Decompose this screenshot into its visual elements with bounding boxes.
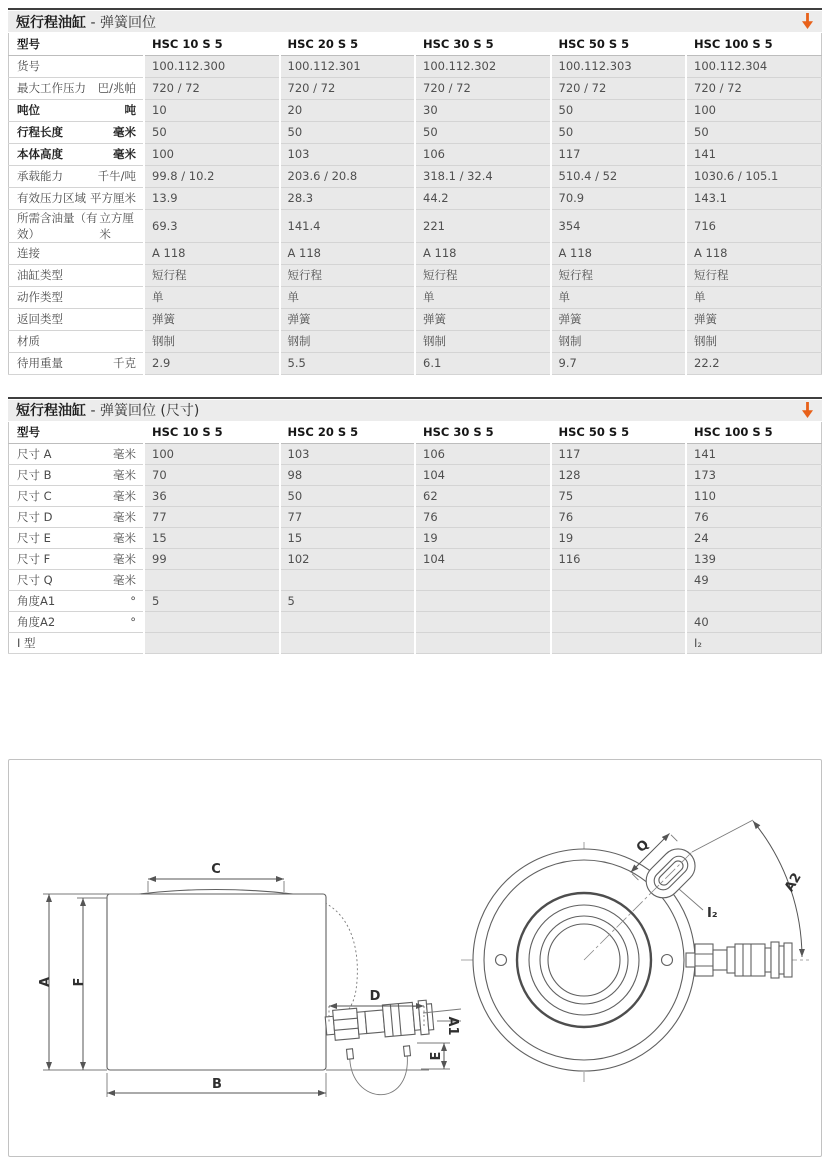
catalog-page [0, 8, 830, 1167]
dimensions-title-suffix: - 弹簧回位 (尺寸) [86, 403, 200, 419]
row-label-cell [9, 209, 145, 242]
dim-label-q: Q [633, 837, 653, 856]
table-row [9, 528, 822, 549]
cell-value: 钢制 [280, 330, 416, 352]
cell-value: 44.2 [415, 187, 551, 209]
row-label-cell [9, 165, 145, 187]
cell-value: 短行程 [280, 264, 416, 286]
row-label-wrap [9, 614, 143, 630]
cell-value: 720 / 72 [686, 77, 822, 99]
model-header: HSC 50 S 5 [551, 422, 687, 444]
cell-value: 103 [280, 444, 416, 465]
row-label-wrap [9, 210, 143, 242]
row-label: 承载能力 [17, 169, 63, 183]
cell-value: 1030.6 / 105.1 [686, 165, 822, 187]
row-label-wrap [9, 355, 143, 371]
cell-value: 5.5 [280, 352, 416, 374]
row-label-cell [9, 55, 145, 77]
cell-value: 76 [415, 507, 551, 528]
row-label-wrap [9, 80, 143, 96]
cell-value: 110 [686, 486, 822, 507]
cell-value: A 118 [415, 242, 551, 264]
row-label-wrap [9, 572, 143, 588]
cell-value: 141.4 [280, 209, 416, 242]
row-label-wrap [9, 333, 143, 349]
row-label-cell [9, 486, 145, 507]
row-unit: 毫米 [113, 147, 136, 161]
cell-value [551, 612, 687, 633]
dim-label-e: E [429, 1051, 444, 1061]
row-label: 本体高度 [17, 147, 63, 161]
row-label: 材质 [17, 334, 40, 348]
row-label-wrap [9, 593, 143, 609]
dim-label-b: B [212, 1077, 222, 1092]
cell-value: 77 [280, 507, 416, 528]
cell-value: 50 [551, 121, 687, 143]
cell-value: 15 [280, 528, 416, 549]
cell-value [280, 570, 416, 591]
table-row [9, 99, 822, 121]
cell-value: 100 [144, 143, 280, 165]
side-view [38, 862, 461, 1097]
row-label: 尺寸 F [17, 552, 51, 566]
cell-value: 143.1 [686, 187, 822, 209]
table-row [9, 165, 822, 187]
cell-value: A 118 [280, 242, 416, 264]
row-label-wrap [9, 488, 143, 504]
row-unit: 千克 [113, 356, 136, 370]
cell-value: 50 [551, 99, 687, 121]
row-label-cell [9, 352, 145, 374]
row-label-wrap [9, 168, 143, 184]
cell-value: 100 [686, 99, 822, 121]
table-row [9, 121, 822, 143]
row-label: 尺寸 D [17, 510, 53, 524]
table-row [9, 308, 822, 330]
cell-value: 弹簧 [551, 308, 687, 330]
cell-value: 单 [144, 286, 280, 308]
cell-value: 100 [144, 444, 280, 465]
cell-value: 70 [144, 465, 280, 486]
cell-value: 141 [686, 143, 822, 165]
row-label-cell [9, 99, 145, 121]
cell-value: 203.6 / 20.8 [280, 165, 416, 187]
table-row [9, 209, 822, 242]
dim-label-i2: I₂ [707, 906, 718, 921]
row-label-wrap [9, 102, 143, 118]
cell-value: 173 [686, 465, 822, 486]
row-unit: 毫米 [113, 447, 136, 461]
cell-value: 30 [415, 99, 551, 121]
row-label: 返回类型 [17, 312, 63, 326]
table-row [9, 465, 822, 486]
cell-value: 221 [415, 209, 551, 242]
cell-value: 钢制 [551, 330, 687, 352]
row-unit: 毫米 [113, 552, 136, 566]
cell-value: 716 [686, 209, 822, 242]
cell-value: A 118 [686, 242, 822, 264]
cell-value: 76 [551, 507, 687, 528]
row-label-cell [9, 187, 145, 209]
row-label-cell [9, 612, 145, 633]
cell-value: 49 [686, 570, 822, 591]
table-row [9, 570, 822, 591]
cell-value [144, 570, 280, 591]
row-label-wrap [9, 245, 143, 261]
cell-value: 单 [280, 286, 416, 308]
row-label-cell [9, 591, 145, 612]
row-unit: 巴/兆帕 [97, 81, 136, 95]
row-unit: 平方厘米 [90, 191, 136, 205]
row-label-wrap [9, 551, 143, 567]
row-label: 尺寸 Q [17, 573, 53, 587]
row-label-wrap [9, 267, 143, 283]
cell-value: 103 [280, 143, 416, 165]
row-label-cell [9, 444, 145, 465]
row-label-wrap [9, 446, 143, 462]
cell-value [280, 612, 416, 633]
cell-value: 50 [686, 121, 822, 143]
cell-value: 77 [144, 507, 280, 528]
row-unit: ° [130, 615, 136, 629]
row-unit: 毫米 [113, 573, 136, 587]
cell-value: I₂ [686, 633, 822, 654]
table-row [9, 143, 822, 165]
model-header: HSC 100 S 5 [686, 422, 822, 444]
cell-value: 弹簧 [415, 308, 551, 330]
cell-value: A 118 [144, 242, 280, 264]
dim-label-d: D [369, 989, 381, 1004]
row-label: 尺寸 E [17, 531, 51, 545]
cell-value: 单 [686, 286, 822, 308]
cell-value: 6.1 [415, 352, 551, 374]
cell-value [280, 633, 416, 654]
specs-table [8, 33, 822, 375]
row-label: 尺寸 B [17, 468, 52, 482]
row-label-cell [9, 507, 145, 528]
cell-value: 100.112.302 [415, 55, 551, 77]
cell-value: 104 [415, 549, 551, 570]
cell-value: 22.2 [686, 352, 822, 374]
cell-value: 117 [551, 143, 687, 165]
dimensions-title-bar [8, 400, 822, 421]
table-row [9, 286, 822, 308]
cell-value: 116 [551, 549, 687, 570]
cell-value: 5 [280, 591, 416, 612]
row-label-cell [9, 121, 145, 143]
row-label: 最大工作压力 [17, 81, 86, 95]
model-header: HSC 10 S 5 [144, 422, 280, 444]
row-label-cell [9, 77, 145, 99]
technical-drawing [9, 760, 820, 1155]
row-unit: 毫米 [113, 468, 136, 482]
table-row [9, 330, 822, 352]
row-label-cell [9, 264, 145, 286]
cell-value: 99.8 / 10.2 [144, 165, 280, 187]
specs-title-bar [8, 11, 822, 32]
row-label-wrap [9, 509, 143, 525]
row-label: 尺寸 A [17, 447, 52, 461]
dim-label-a2: A2 [782, 870, 805, 895]
row-label-wrap [9, 530, 143, 546]
table-row [9, 486, 822, 507]
row-unit: ° [130, 594, 136, 608]
cell-value: 128 [551, 465, 687, 486]
cell-value: 98 [280, 465, 416, 486]
cell-value: 69.3 [144, 209, 280, 242]
cell-value: 50 [144, 121, 280, 143]
cell-value: 76 [686, 507, 822, 528]
row-unit: 毫米 [113, 489, 136, 503]
cell-value: 2.9 [144, 352, 280, 374]
cell-value: 19 [415, 528, 551, 549]
row-unit: 毫米 [113, 125, 136, 139]
col-header-model-label: 型号 [9, 33, 145, 55]
model-header: HSC 10 S 5 [144, 33, 280, 55]
cell-value: 9.7 [551, 352, 687, 374]
table-row [9, 264, 822, 286]
row-label-wrap [9, 190, 143, 206]
cell-value: 钢制 [686, 330, 822, 352]
row-label-cell [9, 528, 145, 549]
dim-label-a: A [38, 976, 53, 988]
specs-title: 短行程油缸 [16, 14, 86, 31]
cell-value: 50 [280, 121, 416, 143]
row-label: 行程长度 [17, 125, 63, 139]
row-label: 货号 [17, 59, 40, 73]
cell-value: 弹簧 [686, 308, 822, 330]
cell-value: 102 [280, 549, 416, 570]
table-row [9, 187, 822, 209]
table-row [9, 242, 822, 264]
model-header: HSC 20 S 5 [280, 33, 416, 55]
cell-value: 354 [551, 209, 687, 242]
cell-value: 单 [415, 286, 551, 308]
row-label: 角度A2 [17, 615, 56, 629]
cell-value [551, 633, 687, 654]
model-header: HSC 100 S 5 [686, 33, 822, 55]
table-header-row [9, 33, 822, 55]
cell-value: 钢制 [144, 330, 280, 352]
cell-value [686, 591, 822, 612]
row-label-cell [9, 465, 145, 486]
cell-value [144, 612, 280, 633]
table-row [9, 444, 822, 465]
cell-value: 15 [144, 528, 280, 549]
row-label-cell [9, 549, 145, 570]
dim-label-a1: A1 [445, 1016, 460, 1036]
row-unit: 立方厘米 [99, 210, 134, 241]
dimensions-table [8, 422, 822, 655]
top-view [461, 820, 809, 1082]
specs-table-block [8, 8, 822, 375]
row-unit: 毫米 [113, 531, 136, 545]
cell-value: 36 [144, 486, 280, 507]
dim-label-c: C [211, 862, 221, 877]
row-label-wrap [9, 58, 143, 74]
cell-value: 5 [144, 591, 280, 612]
dimensions-table-block [8, 397, 822, 655]
cell-value [551, 591, 687, 612]
row-label: 角度A1 [17, 594, 56, 608]
cell-value: 100.112.301 [280, 55, 416, 77]
row-label-wrap [9, 311, 143, 327]
cell-value [415, 633, 551, 654]
cell-value: 弹簧 [144, 308, 280, 330]
row-label-cell [9, 330, 145, 352]
cell-value: 24 [686, 528, 822, 549]
cell-value: 106 [415, 444, 551, 465]
row-label: 油缸类型 [17, 268, 63, 282]
cell-value: 50 [280, 486, 416, 507]
table-row [9, 77, 822, 99]
technical-drawing-panel [8, 759, 822, 1157]
cell-value: 117 [551, 444, 687, 465]
row-label: 吨位 [17, 103, 40, 117]
cell-value [415, 591, 551, 612]
model-header: HSC 30 S 5 [415, 422, 551, 444]
cell-value: 13.9 [144, 187, 280, 209]
coupler-top [686, 942, 792, 978]
row-label: 连接 [17, 246, 40, 260]
table-row [9, 55, 822, 77]
row-label-cell [9, 633, 145, 654]
cell-value [415, 612, 551, 633]
row-label-wrap [9, 635, 143, 651]
row-label: 有效压力区域 [17, 191, 86, 205]
row-label: I 型 [17, 636, 36, 650]
cell-value [551, 570, 687, 591]
cell-value [415, 570, 551, 591]
cell-value: 75 [551, 486, 687, 507]
cell-value: 弹簧 [280, 308, 416, 330]
cell-value: 短行程 [551, 264, 687, 286]
cell-value: 单 [551, 286, 687, 308]
cell-value: 139 [686, 549, 822, 570]
cell-value: 720 / 72 [144, 77, 280, 99]
down-arrow-icon [800, 13, 815, 30]
cell-value: 62 [415, 486, 551, 507]
cell-value: 40 [686, 612, 822, 633]
specs-title-suffix: - 弹簧回位 [86, 14, 156, 31]
row-unit: 千牛/吨 [97, 169, 136, 183]
cell-value: 短行程 [415, 264, 551, 286]
cell-value: 短行程 [144, 264, 280, 286]
down-arrow-icon [800, 402, 815, 419]
row-label-wrap [9, 124, 143, 140]
model-header: HSC 20 S 5 [280, 422, 416, 444]
table-header-row [9, 422, 822, 444]
cell-value: 28.3 [280, 187, 416, 209]
cell-value: A 118 [551, 242, 687, 264]
model-header: HSC 50 S 5 [551, 33, 687, 55]
cell-value: 141 [686, 444, 822, 465]
table-row [9, 507, 822, 528]
cell-value: 720 / 72 [280, 77, 416, 99]
row-label-cell [9, 308, 145, 330]
row-label-wrap [9, 289, 143, 305]
table-row [9, 612, 822, 633]
model-header: HSC 30 S 5 [415, 33, 551, 55]
cell-value: 19 [551, 528, 687, 549]
row-label: 动作类型 [17, 290, 63, 304]
col-header-model-label: 型号 [9, 422, 145, 444]
cell-value: 20 [280, 99, 416, 121]
cell-value: 钢制 [415, 330, 551, 352]
cell-value: 318.1 / 32.4 [415, 165, 551, 187]
row-label-cell [9, 286, 145, 308]
cell-value: 99 [144, 549, 280, 570]
row-label-cell [9, 570, 145, 591]
cell-value [144, 633, 280, 654]
row-label: 所需含油量（有效） [17, 210, 98, 241]
row-label-wrap [9, 467, 143, 483]
row-label-cell [9, 143, 145, 165]
row-unit: 毫米 [113, 510, 136, 524]
table-row [9, 591, 822, 612]
cell-value: 510.4 / 52 [551, 165, 687, 187]
row-unit: 吨 [124, 103, 136, 117]
row-label-wrap [9, 146, 143, 162]
row-label: 尺寸 C [17, 489, 52, 503]
table-row [9, 549, 822, 570]
cell-value: 106 [415, 143, 551, 165]
row-label: 待用重量 [17, 356, 63, 370]
cell-value: 100.112.300 [144, 55, 280, 77]
cell-value: 10 [144, 99, 280, 121]
cell-value: 100.112.303 [551, 55, 687, 77]
cell-value: 720 / 72 [551, 77, 687, 99]
table-row [9, 633, 822, 654]
cell-value: 50 [415, 121, 551, 143]
cell-value: 70.9 [551, 187, 687, 209]
dim-label-f: F [72, 977, 87, 987]
table-row [9, 352, 822, 374]
cell-value: 104 [415, 465, 551, 486]
dimensions-title: 短行程油缸 [16, 403, 86, 419]
cell-value: 100.112.304 [686, 55, 822, 77]
cell-value: 720 / 72 [415, 77, 551, 99]
cell-value: 短行程 [686, 264, 822, 286]
row-label-cell [9, 242, 145, 264]
